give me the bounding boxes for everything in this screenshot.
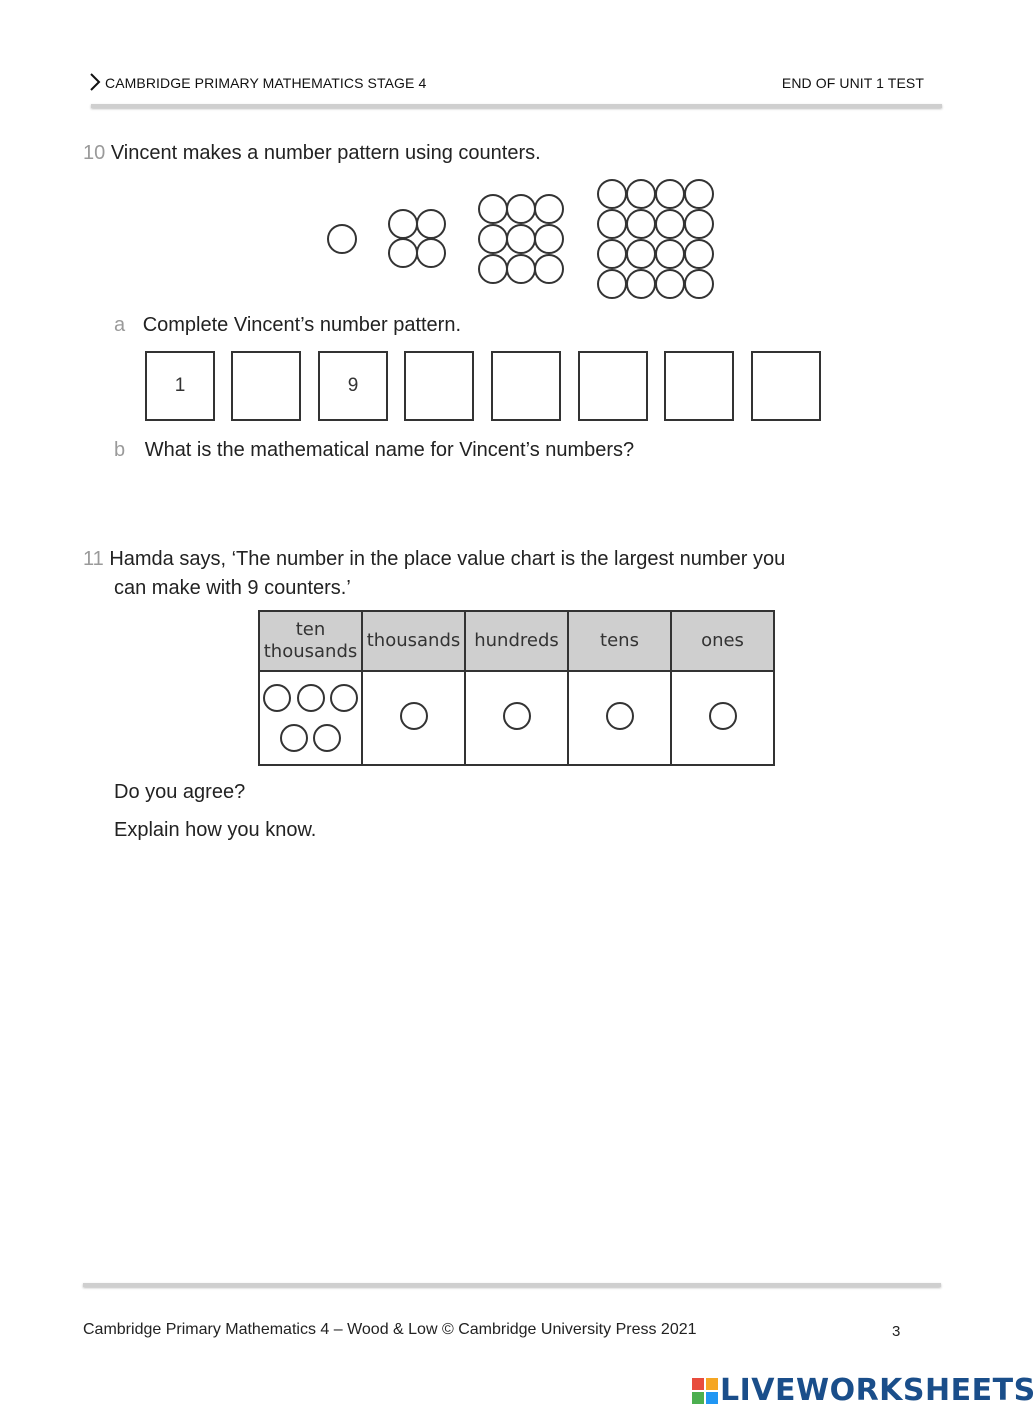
pv-header-thousands: thousands (362, 611, 465, 671)
pattern-counter (598, 210, 626, 238)
pattern-counter (535, 255, 563, 283)
pv-cell-ones (671, 671, 774, 765)
pattern-box-5[interactable] (491, 351, 561, 421)
pv-header-ten-thousands: ten thousands (259, 611, 362, 671)
pattern-counter (417, 210, 445, 238)
pattern-counter (389, 210, 417, 238)
pv-cell-ten-thousands (259, 671, 362, 765)
header-test-name: END OF UNIT 1 TEST (781, 75, 924, 91)
explain-prompt: Explain how you know. (114, 819, 317, 841)
pv-cell-tens (568, 671, 671, 765)
pattern-counter (685, 210, 713, 238)
pattern-answer-input[interactable] (234, 365, 298, 407)
question-10 (83, 142, 541, 165)
pattern-counter (627, 270, 655, 298)
question-11 (83, 545, 785, 603)
liveworksheets-brand: LIVEWORKSHEETS (720, 1373, 1036, 1408)
header-divider (91, 104, 942, 108)
question-text: Vincent makes a number pattern using counters. (110, 142, 541, 164)
pv-cell-thousands (362, 671, 465, 765)
part-text: Complete Vincent’s number pattern. (142, 314, 462, 336)
pattern-counter (656, 180, 684, 208)
pattern-counter (627, 210, 655, 238)
pattern-counter (656, 210, 684, 238)
pattern-counter (656, 270, 684, 298)
pattern-counter (627, 240, 655, 268)
question-10b (114, 439, 634, 462)
place-value-counter (330, 684, 358, 712)
place-value-counter (263, 684, 291, 712)
footer-divider (83, 1283, 941, 1287)
place-value-counter (503, 702, 531, 730)
pattern-answer-input[interactable] (581, 365, 645, 407)
part-text: What is the mathematical name for Vincent’s numbers? (144, 439, 635, 461)
place-value-counter (709, 702, 737, 730)
place-value-counter (606, 702, 634, 730)
agree-prompt: Do you agree? (114, 781, 246, 803)
liveworksheets-logo-icon (692, 1378, 718, 1404)
pattern-box-3: 9 (318, 351, 388, 421)
pattern-answer-input[interactable] (667, 365, 731, 407)
pattern-answer-input[interactable] (407, 365, 471, 407)
question-text-line-1: Hamda says, ‘The number in the place value chart is the largest number you (109, 548, 786, 570)
footer-copyright: Cambridge Primary Mathematics 4 – Wood & Low © Cambridge University Press 2021 (83, 1321, 697, 1338)
chevron-right-icon (89, 72, 101, 92)
place-value-counter (297, 684, 325, 712)
question-text-line-2: can make with 9 counters.’ (114, 577, 351, 599)
pattern-counter (507, 195, 535, 223)
page-number: 3 (892, 1323, 901, 1340)
pattern-counter (389, 239, 417, 267)
question-number: 11 (83, 548, 104, 570)
pattern-answer-input[interactable] (494, 365, 558, 407)
pv-header-tens: tens (568, 611, 671, 671)
pv-header-hundreds: hundreds (465, 611, 568, 671)
question-number: 10 (83, 142, 106, 164)
pattern-counter (656, 240, 684, 268)
place-value-chart (258, 610, 775, 766)
pv-cell-hundreds (465, 671, 568, 765)
pattern-answer-input[interactable] (754, 365, 818, 407)
pattern-counter (479, 225, 507, 253)
counter-pattern (320, 172, 730, 307)
pattern-counter (598, 270, 626, 298)
pattern-box-4[interactable] (404, 351, 474, 421)
pv-header-ones: ones (671, 611, 774, 671)
pattern-counter (685, 180, 713, 208)
pattern-counter (685, 240, 713, 268)
pattern-counter (685, 270, 713, 298)
pattern-counter (598, 240, 626, 268)
pattern-counter (328, 225, 356, 253)
pattern-counter (507, 225, 535, 253)
pattern-box-8[interactable] (751, 351, 821, 421)
part-label: b (114, 439, 126, 461)
pattern-counter (598, 180, 626, 208)
pattern-counter (627, 180, 655, 208)
pattern-box-2[interactable] (231, 351, 301, 421)
pattern-box-7[interactable] (664, 351, 734, 421)
pattern-counter (479, 195, 507, 223)
pattern-box-6[interactable] (578, 351, 648, 421)
pattern-counter (507, 255, 535, 283)
pattern-counter (535, 225, 563, 253)
header-title: CAMBRIDGE PRIMARY MATHEMATICS STAGE 4 (105, 75, 427, 91)
place-value-counter (313, 724, 341, 752)
part-label: a (114, 314, 126, 336)
place-value-counter (400, 702, 428, 730)
pattern-counter (417, 239, 445, 267)
place-value-counter (280, 724, 308, 752)
pattern-counter (479, 255, 507, 283)
pattern-counter (535, 195, 563, 223)
pattern-box-1: 1 (145, 351, 215, 421)
question-10a (114, 314, 461, 337)
